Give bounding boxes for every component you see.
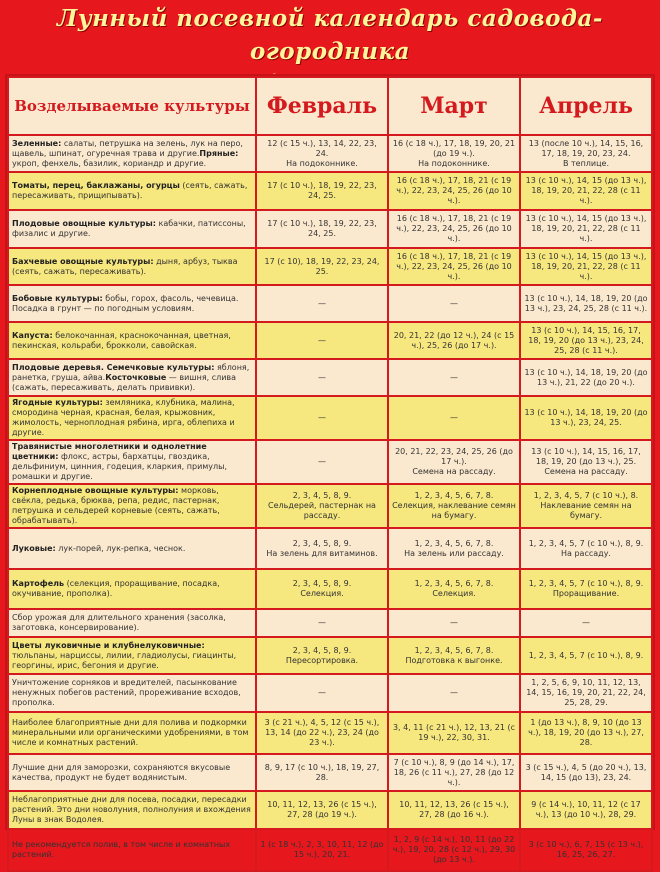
crop-desc: флокс, астры, бархатцы, гвоздика, дельфиниум, цинния, годеция, кларкия, примулы, ромашки и другие. (12, 452, 228, 481)
dates-text: 9 (с 14 ч.), 10, 11, 12 (с 17 ч.), 13 (до 10 ч.), 28, 29. (531, 800, 641, 819)
crop-cell (8, 322, 256, 359)
dates-note: На подоконнике. (286, 158, 358, 168)
dates-text: — (318, 335, 326, 345)
dates-cell-feb (256, 791, 388, 829)
dates-cell-feb (256, 569, 388, 609)
dates-text: 3, 4, 11 (с 21 ч.), 12, 13, 21 (с 19 ч.), 22, 30, 31. (392, 723, 516, 742)
dates-cell-mar (388, 440, 520, 484)
header-february: Февраль (256, 77, 388, 135)
crop-desc: Наиболее благоприятные дни для полива и подкормки минеральными или органическими удобрениями, в том числе и комнатных растений. (12, 718, 249, 747)
dates-text: 16 (с 18 ч.), 17, 18, 21 (с 19 ч.), 22, 23, 24, 25, 26 (до 10 ч.). (396, 214, 512, 243)
dates-cell-mar (388, 528, 520, 569)
dates-cell-apr (520, 791, 652, 829)
crop-cell (8, 172, 256, 210)
dates-cell-mar (388, 791, 520, 829)
crop-desc: лук-порей, лук-репка, чеснок. (55, 543, 186, 553)
dates-cell-mar (388, 712, 520, 754)
crop-desc-2: укроп, фенхель, базилик, кориандр и другие. (12, 158, 207, 168)
table-row (8, 359, 652, 396)
dates-cell-mar (388, 359, 520, 396)
crop-desc: белокочанная, краснокочанная, цветная, пекинская, кольраби, брокколи, савойская. (12, 330, 231, 350)
dates-cell-apr (520, 674, 652, 712)
table-row (8, 248, 652, 285)
crop-cell (8, 569, 256, 609)
crop-name: Ягодные культуры: (12, 398, 103, 407)
dates-cell-feb (256, 712, 388, 754)
dates-text: 1, 2, 3, 4, 5, 7 (с 10 ч.), 8, 9. (528, 650, 644, 660)
dates-cell-apr (520, 172, 652, 210)
dates-cell-mar (388, 210, 520, 248)
dates-note: Пересортировка. (285, 655, 359, 665)
dates-note: В теплице. (562, 158, 610, 168)
dates-cell-mar (388, 829, 520, 871)
dates-cell-feb (256, 829, 388, 871)
dates-text: 13 (после 10 ч.), 14, 15, 16, 17, 18, 19, 20, 23, 24. (528, 138, 644, 158)
dates-cell-mar (388, 248, 520, 285)
table-row (8, 569, 652, 609)
dates-text: 3 (с 21 ч.), 4, 5, 12 (с 15 ч.), 13, 14 (до 22 ч.), 23, 24 (до 23 ч.). (264, 718, 380, 747)
dates-cell-feb (256, 359, 388, 396)
crop-name: Плодовые деревья. Семечковые культуры: (12, 362, 215, 372)
dates-note: Подготовка к выгонке. (405, 655, 503, 665)
dates-text: 13 (с 10 ч.), 14, 18, 19, 20 (до 13 ч.), 23, 24, 25. (524, 408, 648, 427)
table-header-row (8, 77, 652, 135)
header-april: Апрель (520, 77, 652, 135)
dates-cell-apr (520, 440, 652, 484)
crop-name: Плодовые овощные культуры: (12, 219, 156, 228)
crop-cell (8, 396, 256, 440)
dates-text: 20, 21, 22 (до 12 ч.), 24 (с 15 ч.), 25, 26 (до 17 ч.). (393, 330, 515, 350)
crop-cell (8, 135, 256, 172)
dates-text: 1, 2, 5, 6, 9, 10, 11, 12, 13, 14, 15, 16, 19, 20, 21, 22, 24, 25, 28, 29. (526, 678, 646, 707)
dates-cell-mar (388, 285, 520, 322)
dates-cell-apr (520, 609, 652, 637)
dates-text: 13 (с 10 ч.), 14, 15 (до 13 ч.), 18, 19, 20, 21, 22, 28 (с 11 ч.). (525, 214, 647, 243)
dates-text: 1, 2, 3, 4, 5, 6, 7, 8. (414, 491, 494, 500)
dates-cell-apr (520, 637, 652, 674)
calendar-table (5, 74, 655, 864)
crop-desc: Сбор урожая для длительного хранения (засолка, заготовка, консервирование). (12, 613, 226, 632)
dates-cell-mar (388, 674, 520, 712)
dates-text: 2, 3, 4, 5, 8, 9. (292, 538, 352, 548)
dates-cell-feb (256, 754, 388, 791)
dates-note: Сельдерей, пастернак на рассаду. (268, 501, 376, 520)
dates-cell-feb (256, 210, 388, 248)
dates-text: — (450, 688, 458, 697)
crop-cell (8, 484, 256, 528)
table-row (8, 609, 652, 637)
dates-cell-mar (388, 569, 520, 609)
dates-cell-feb (256, 322, 388, 359)
table-row (8, 210, 652, 248)
dates-note: На зелень для витаминов. (266, 548, 378, 558)
table-row (8, 396, 652, 440)
crop-cell (8, 359, 256, 396)
dates-text: 1, 2, 3, 4, 5, 7 (с 10 ч.), 8, 9. (528, 538, 644, 548)
crop-name: Капуста: (12, 330, 53, 340)
crop-cell (8, 210, 256, 248)
dates-cell-apr (520, 135, 652, 172)
table-row (8, 135, 652, 172)
dates-cell-feb (256, 248, 388, 285)
table-row (8, 484, 652, 528)
dates-note: Селекция. (300, 589, 344, 598)
dates-cell-apr (520, 712, 652, 754)
dates-text: 1, 2, 3, 4, 5, 7 (с 10 ч.), 8, 9. (528, 579, 644, 588)
crop-cell (8, 528, 256, 569)
dates-cell-feb (256, 396, 388, 440)
crop-desc: Неблагоприятные дни для посева, посадки, пересадки растений. Это дни новолуния, полнолуния и вхождения Луны в знак Водолея. (12, 795, 251, 824)
dates-text: 16 (с 18 ч.), 17, 18, 21 (с 19 ч.), 22, 23, 24, 25, 26 (до 10 ч.). (396, 176, 512, 205)
dates-note: Проращивание. (552, 589, 620, 598)
crop-desc: дыня, арбуз, тыква (сеять, сажать, пересаживать). (12, 256, 238, 276)
dates-cell-feb (256, 172, 388, 210)
crop-desc: земляника, клубника, малина, смородина черная, красная, белая, крыжовник, жимолость, черноплодная рябина, ирга, облепиха и другие. (12, 398, 235, 437)
dates-cell-apr (520, 484, 652, 528)
dates-note: На зелень или рассаду. (404, 548, 504, 558)
dates-text: 1, 2, 3, 4, 5, 6, 7, 8. (414, 645, 494, 655)
crop-cell (8, 674, 256, 712)
dates-cell-feb (256, 135, 388, 172)
dates-text: 17 (с 10 ч.), 18, 19, 22, 23, 24, 25. (267, 181, 377, 200)
dates-text: 13 (с 10 ч.), 14, 18, 19, 20 (до 13 ч.), 23, 24, 25, 28 (с 11 ч.). (524, 293, 648, 313)
dates-cell-mar (388, 484, 520, 528)
crop-cell (8, 248, 256, 285)
dates-text: 13 (с 10 ч.), 14, 18, 19, 20 (до 13 ч.), 21, 22 (до 20 ч.). (524, 367, 648, 387)
table-row (8, 674, 652, 712)
dates-cell-feb (256, 609, 388, 637)
dates-text: 3 (с 10 ч.), 6, 7, 15 (с 13 ч.), 16, 25, 26, 27. (528, 840, 644, 859)
crop-cell (8, 285, 256, 322)
crop-name: Луковые: (12, 543, 56, 553)
table-row (8, 637, 652, 674)
crop-cell (8, 754, 256, 791)
dates-text: — (318, 372, 326, 382)
dates-note: На подоконнике. (418, 158, 490, 168)
dates-text: 16 (с 18 ч.), 17, 18, 19, 20, 21 (до 19 ч.). (392, 138, 516, 158)
crop-desc: (сеять, сажать, пересаживать, прищипывать). (12, 181, 248, 200)
crop-desc: Уничтожение сорняков и вредителей, пасынкование ненужных побегов растений, прореживание всходов, прополка. (12, 678, 241, 707)
table-row (8, 322, 652, 359)
crop-name: Картофель (12, 579, 65, 588)
crop-name: Цветы луковичные и клубнелуковичные: (12, 640, 205, 650)
dates-cell-apr (520, 528, 652, 569)
table-row (8, 829, 652, 871)
table-row (8, 754, 652, 791)
crop-desc: бобы, горох, фасоль, чечевица. Посадка в грунт — по погодным условиям. (12, 293, 239, 313)
dates-note: На рассаду. (561, 548, 611, 558)
dates-cell-apr (520, 359, 652, 396)
dates-cell-apr (520, 210, 652, 248)
dates-text: — (582, 618, 590, 627)
dates-text: 1, 2, 3, 4, 5, 6, 7, 8. (414, 538, 494, 548)
crop-cell (8, 440, 256, 484)
dates-text: — (450, 413, 458, 422)
dates-note: Семена на рассаду. (544, 467, 628, 476)
dates-text: 10, 11, 12, 13, 26 (с 15 ч.), 27, 28 (до 16 ч.). (399, 800, 509, 819)
dates-text: 7 (с 10 ч.), 8, 9 (до 14 ч.), 17, 18, 26 (с 11 ч.), 27, 28 (до 12 ч.). (393, 757, 515, 787)
crop-name: Бахчевые овощные культуры: (12, 256, 154, 266)
dates-cell-apr (520, 285, 652, 322)
table-row (8, 285, 652, 322)
dates-cell-apr (520, 829, 652, 871)
dates-cell-apr (520, 322, 652, 359)
dates-text: 13 (с 10 ч.), 14, 15, 16, 17, 18, 19, 20 (до 13 ч.), 25. (531, 447, 641, 466)
dates-note: Селекция, наклевание семян на бумагу. (392, 501, 516, 520)
dates-text: 3 (с 15 ч.), 4, 5 (до 20 ч.), 13, 14, 15 (до 13), 23, 24. (525, 762, 647, 782)
dates-text: — (450, 372, 458, 382)
crop-name: Томаты, перец, баклажаны, огурцы (12, 181, 180, 190)
dates-cell-apr (520, 754, 652, 791)
dates-text: — (318, 618, 326, 627)
dates-text: — (450, 618, 458, 627)
dates-text: 12 (с 15 ч.), 13, 14, 22, 23, 24. (267, 138, 377, 158)
crop-cell (8, 637, 256, 674)
table-row (8, 440, 652, 484)
dates-text: — (318, 457, 326, 466)
dates-cell-apr (520, 396, 652, 440)
dates-cell-feb (256, 440, 388, 484)
crop-cell (8, 829, 256, 871)
crop-desc: салаты, петрушка на зелень, лук на перо, щавель, шпинат, огуречная трава и другие. (12, 138, 243, 158)
crop-name: Зеленные: (12, 138, 62, 148)
dates-text: 1, 2, 3, 4, 5, 6, 7, 8. (414, 579, 494, 588)
crop-cell (8, 609, 256, 637)
dates-text: — (318, 413, 326, 422)
table-row (8, 712, 652, 754)
header-march: Март (388, 77, 520, 135)
dates-cell-mar (388, 135, 520, 172)
crop-desc: тюльпаны, нарциссы, лилии, гладиолусы, гиацинты, георгины, ирис, бегония и другие. (12, 650, 237, 670)
title-line-1: Лунный посевной календарь садовода-огородника (57, 5, 603, 65)
crop-name: Травянистые многолетники и однолетние цветники: (12, 442, 207, 461)
dates-text: 10, 11, 12, 13, 26 (с 15 ч.), 27, 28 (до 19 ч.). (267, 800, 377, 819)
dates-text: 1, 2, 9 (с 14 ч.), 10, 11 (до 22 ч.), 19, 20, 28 (с 12 ч.), 29, 30 (до 13 ч.). (392, 835, 516, 864)
crop-name-2: Пряные: (199, 148, 239, 158)
crop-name: Бобовые культуры: (12, 293, 103, 303)
dates-text: 17 (с 10), 18, 19, 22, 23, 24, 25. (264, 256, 380, 276)
crop-cell (8, 712, 256, 754)
dates-cell-apr (520, 248, 652, 285)
dates-text: 2, 3, 4, 5, 8, 9. (292, 491, 352, 500)
crop-desc: (селекция, проращивание, посадка, окучивание, прополка). (12, 579, 220, 598)
dates-text: 2, 3, 4, 5, 8, 9. (292, 579, 352, 588)
dates-text: — (318, 298, 326, 308)
crop-name-2: Косточковые (105, 372, 167, 382)
dates-cell-feb (256, 484, 388, 528)
dates-cell-mar (388, 396, 520, 440)
dates-text: 16 (с 18 ч.), 17, 18, 21 (с 19 ч.), 22, 23, 24, 25, 26 (до 10 ч.). (396, 251, 512, 281)
crop-desc: Не рекомендуется полив, в том числе и комнатных растений. (12, 840, 231, 859)
crop-cell (8, 791, 256, 829)
crop-desc: кабачки, патиссоны, физалис и другие. (12, 219, 246, 238)
dates-cell-mar (388, 609, 520, 637)
table-row (8, 172, 652, 210)
dates-text: 13 (с 10 ч.), 14, 15 (до 13 ч.), 18, 19, 20, 21, 22, 28 (с 11 ч.). (525, 176, 647, 205)
dates-cell-mar (388, 172, 520, 210)
dates-text: — (318, 688, 326, 697)
dates-text: 1 (до 13 ч.), 8, 9, 10 (до 13 ч.), 18, 19, 20 (до 13 ч.), 27, 28. (528, 718, 644, 747)
dates-cell-feb (256, 674, 388, 712)
dates-text: 13 (с 10 ч.), 14, 15 (до 13 ч.), 18, 19, 20, 21, 22, 28 (с 11 ч.). (525, 251, 647, 281)
dates-cell-feb (256, 528, 388, 569)
table-row (8, 791, 652, 829)
dates-cell-mar (388, 637, 520, 674)
dates-cell-feb (256, 637, 388, 674)
header-crops: Возделываемые культуры (8, 77, 256, 135)
dates-text: 20, 21, 22, 23, 24, 25, 26 (до 17 ч.). (395, 447, 513, 466)
dates-text: 8, 9, 17 (с 10 ч.), 18, 19, 27, 28. (264, 762, 380, 782)
dates-text: 2, 3, 4, 5, 8, 9. (292, 645, 352, 655)
dates-text: 13 (с 10 ч.), 14, 15, 16, 17, 18, 19, 20 (до 13 ч.), 23, 24, 25, 28 (с 11 ч.). (528, 325, 644, 355)
dates-cell-feb (256, 285, 388, 322)
crop-desc: Лучшие дни для заморозки, сохраняются вкусовые качества, продукт не будет водянистым. (12, 762, 231, 782)
dates-note: Наклевание семян на бумагу. (540, 501, 632, 520)
dates-cell-mar (388, 322, 520, 359)
dates-text: 1, 2, 3, 4, 5, 7 (с 10 ч.), 8. (533, 491, 639, 500)
dates-note: Селекция. (432, 589, 476, 598)
dates-cell-apr (520, 569, 652, 609)
crop-desc: морковь, свёкла, редька, брюква, репа, редис, пастернак, петрушка и сельдерей корневые (сеять, сажать, обрабатывать). (12, 486, 220, 525)
crop-desc-2: — вишня, слива (сажать, пересаживать, делать прививки). (12, 372, 237, 392)
table-row (8, 528, 652, 569)
dates-note: Семена на рассаду. (412, 467, 496, 476)
dates-text: — (450, 298, 458, 308)
crop-desc: яблоня, ранетка, груша, айва. (12, 362, 250, 382)
dates-text: 17 (с 10 ч.), 18, 19, 22, 23, 24, 25. (267, 219, 377, 238)
crop-name: Корнеплодные овощные культуры: (12, 486, 179, 495)
dates-cell-mar (388, 754, 520, 791)
dates-text: 1 (с 18 ч.), 2, 3, 10, 11, 12 (до 15 ч.), 20, 21. (260, 840, 384, 859)
